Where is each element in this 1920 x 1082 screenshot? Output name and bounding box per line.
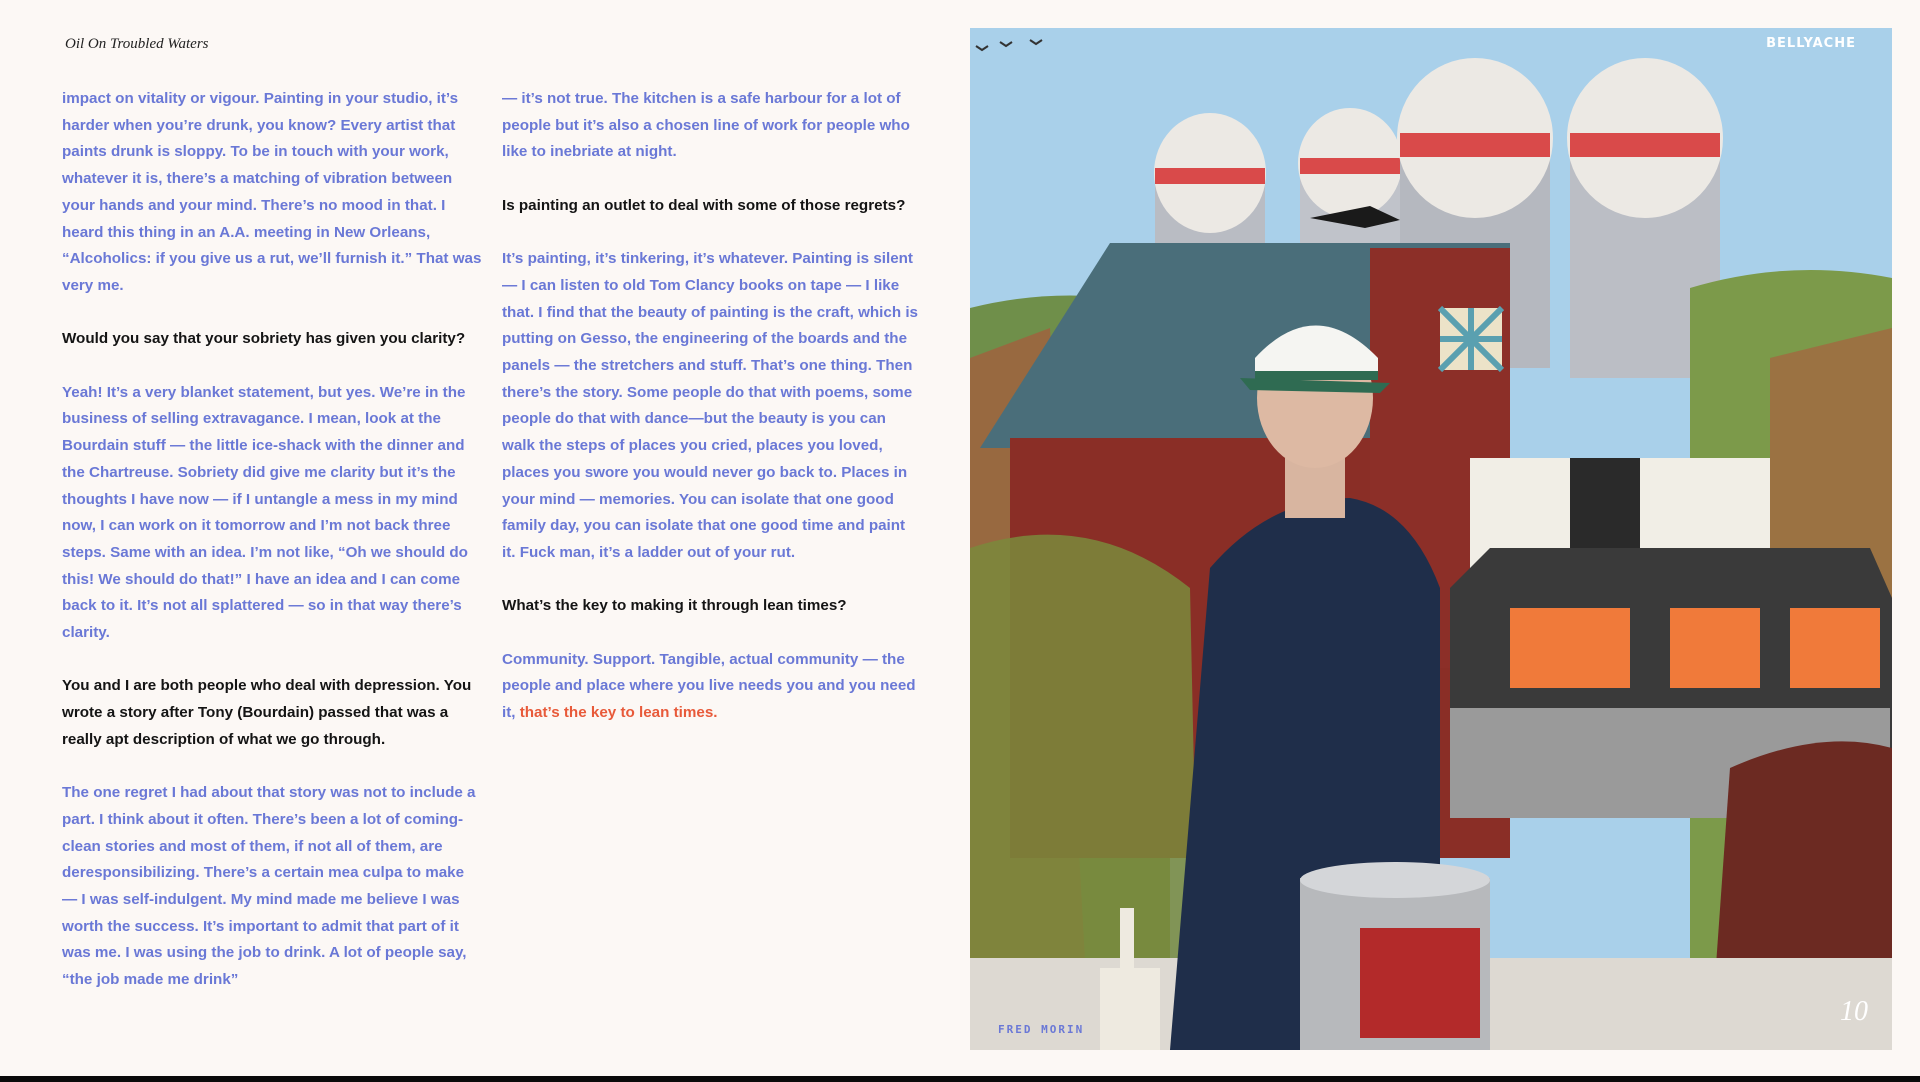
answer-paragraph: impact on vitality or vigour. Painting in your studio, it’s harder when you’re drunk, you know? Every artist that paints drunk is sloppy. To be in touch with your work, whatever it is, there’s a matching of vibration between your hands and your mind. There’s no mood in that. I heard this thing in an A.A. meeting in New Orleans, “Alcoholics: if you give us a rut, we’ll furnish it.” That was very me. (62, 90, 482, 294)
answer-paragraph (502, 647, 922, 727)
running-head: Oil On Troubled Waters (65, 36, 209, 52)
question-paragraph: You and I are both people who deal with depression. You wrote a story after Tony (Bourdain) passed that was a really apt description of what we go through. (62, 677, 472, 748)
portrait-photo (970, 28, 1892, 1050)
question-paragraph: Would you say that your sobriety has given you clarity? (62, 330, 466, 348)
answer-paragraph: — it’s not true. The kitchen is a safe harbour for a lot of people but it’s also a chosen line of work for people who like to inebriate at night. (502, 90, 910, 161)
left-text-column (62, 86, 482, 1021)
photo-credit: FRED MORIN (998, 1023, 1085, 1036)
question-paragraph: Is painting an outlet to deal with some of those regrets? (502, 196, 906, 214)
page-number: 10 (1840, 996, 1868, 1027)
answer-paragraph: Yeah! It’s a very blanket statement, but yes. We’re in the business of selling extravagance. I mean, look at the Bourdain stuff — the little ice-shack with the dinner and the Chartreuse. Sobriety did give me clarity but it’s the thoughts I have now — if I untangle a mess in my mind now, I can work on it tomorrow and I’m not back three steps. Same with an idea. I’m not like, “Oh we should do this! We should do that!” I have an idea and I can come back to it. It’s not all splattered — so in that way there’s clarity. (62, 383, 468, 642)
right-text-column (502, 86, 922, 754)
masthead-logo: BELLYACHE (1766, 36, 1856, 51)
highlighted-phrase: that’s the key to lean times. (519, 704, 718, 722)
question-paragraph: What’s the key to making it through lean times? (502, 597, 847, 615)
answer-text: Community. Support. Tangible, actual community — the people and place where you live needs you and you need it, (502, 650, 916, 722)
portrait-illustration (970, 28, 1892, 1050)
answer-paragraph: It’s painting, it’s tinkering, it’s whatever. Painting is silent — I can listen to old Tom Clancy books on tape — I like that. I find that the beauty of painting is the craft, which is putting on Gesso, the engineering of the boards and the panels — the stretchers and stuff. That’s one thing. Then there’s the story. Some people do that with poems, some people do that with dance—but the beauty is you can walk the steps of places you cried, places you loved, places you swore you would never go back to. Places in your mind — memories. You can isolate that one good family day, you can isolate that one good time and paint it. Fuck man, it’s a ladder out of your rut. (502, 250, 918, 561)
answer-paragraph: The one regret I had about that story was not to include a part. I think about it often. There’s been a lot of coming-clean stories and most of them, if not all of them, are deresponsibilizing. There’s a certain mea culpa to make — I was self-indulgent. My mind made me believe I was worth the success. It’s important to admit that part of it was me. I was using the job to drink. A lot of people say, “the job made me drink” (62, 784, 476, 989)
